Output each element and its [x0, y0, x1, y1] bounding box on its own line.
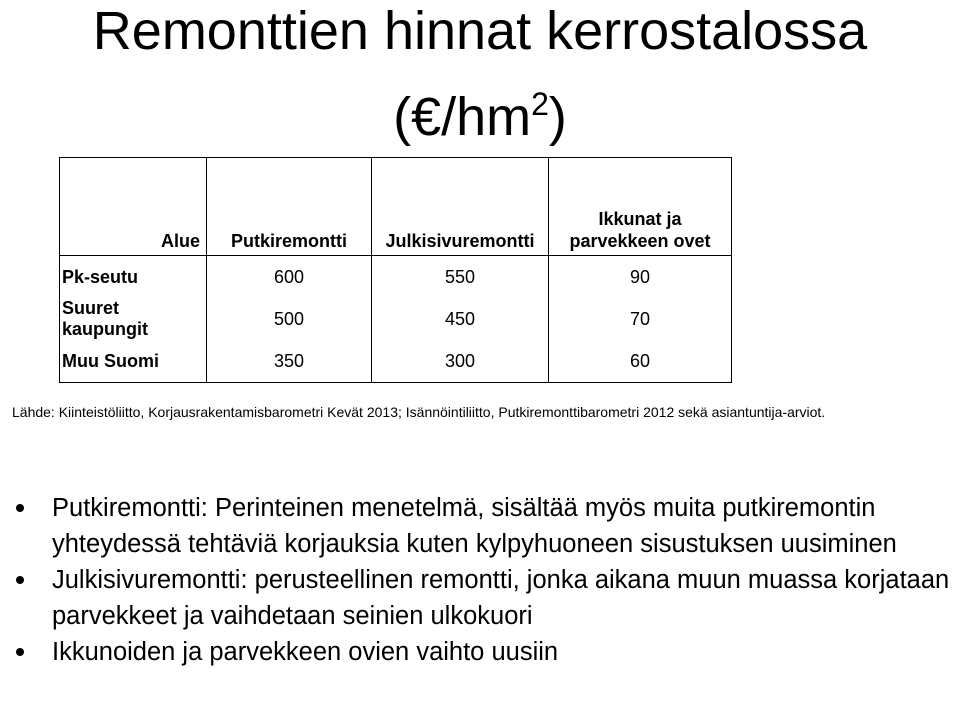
cell-windows: 70 [549, 298, 732, 340]
bullet-text: Ikkunoiden ja parvekkeen ovien vaihto uusiin [52, 638, 559, 666]
title-line-1: Remonttien hinnat kerrostalossa [92, 1, 868, 61]
header-windows-line-1: Ikkunat ja [598, 209, 682, 229]
bullet-text: Putkiremontti: Perinteinen menetelmä, sisältää myös muita putkiremontin yhteydessä tehtäviä korjauksia kuten kylpyhuoneen sisustuksen uusiminen [52, 494, 897, 558]
price-table [59, 157, 732, 383]
cell-facade: 450 [372, 298, 549, 340]
cell-facade: 300 [372, 340, 549, 383]
header-area: Alue [60, 158, 207, 256]
bullet-text: Julkisivuremontti: perusteellinen remontti, jonka aikana muun muassa korjataan parvekkeet ja vaihdetaan seinien ulkokuori [52, 566, 950, 630]
cell-pipe: 600 [207, 256, 372, 299]
row-area-name: Muu Suomi [60, 340, 207, 383]
header-windows-line-2: parvekkeen ovet [569, 231, 711, 251]
table-row [60, 256, 732, 299]
table-header-row [60, 158, 732, 256]
list-item [0, 562, 960, 634]
cell-windows: 90 [549, 256, 732, 299]
cell-facade: 550 [372, 256, 549, 299]
bullet-icon [16, 504, 24, 512]
cell-pipe: 500 [207, 298, 372, 340]
list-item [0, 490, 960, 562]
page-title [0, 0, 960, 148]
source-note: Lähde: Kiinteistöliitto, Korjausrakentamisbarometri Kevät 2013; Isännöintiliitto, Putkiremonttibarometri 2012 sekä asiantuntija-arviot. [12, 404, 826, 420]
bullet-icon [16, 576, 24, 584]
title-unit-suffix: ) [548, 87, 567, 147]
row-area-name: Pk-seutu [60, 256, 207, 299]
header-facade-renovation: Julkisivuremontti [372, 158, 549, 256]
bullet-list [0, 490, 960, 670]
bullet-icon [16, 648, 24, 656]
title-unit-superscript: 2 [531, 86, 549, 122]
row-area-name: Suuret kaupungit [60, 298, 207, 340]
table-row [60, 340, 732, 383]
table-row [60, 298, 732, 340]
cell-pipe: 350 [207, 340, 372, 383]
header-pipe-renovation: Putkiremontti [207, 158, 372, 256]
title-unit-prefix: (€/hm [393, 87, 532, 147]
title-line-2 [0, 86, 960, 148]
header-windows-doors [549, 158, 732, 256]
list-item [0, 634, 960, 670]
cell-windows: 60 [549, 340, 732, 383]
